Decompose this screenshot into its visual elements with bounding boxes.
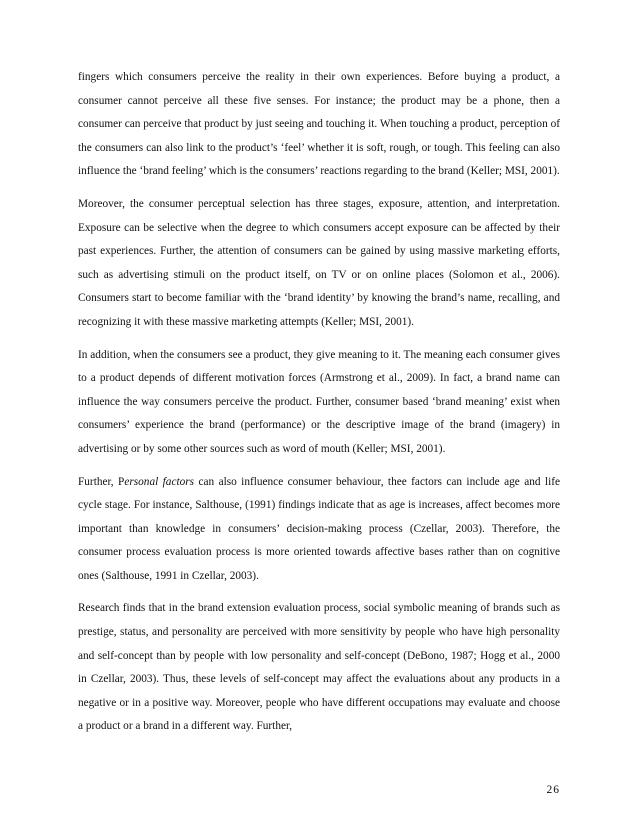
body-text (78, 66, 560, 748)
paragraph-3: In addition, when the consumers see a product, they give meaning to it. The meaning each consumer gives to a product depends of different motivation forces (Armstrong et al., 2009). In fact, a brand name can influence the way consumers perceive the product. Further, consumer based ‘brand meaning’ exist when consumers’ experience the brand (performance) or the descriptive image of the brand (imagery) in advertising or by some other sources such as word of mouth (Keller; MSI, 2001). (78, 348, 560, 455)
page-number: 26 (546, 784, 560, 796)
paragraph-4 (78, 471, 560, 589)
paragraph-2: Moreover, the consumer perceptual selection has three stages, exposure, attention, and interpretation. Exposure can be selective when the degree to which consumers accept exposure can be affected by their past experiences. Further, the attention of consumers can be gained by using massive marketing efforts, such as advertising stimuli on the product itself, on TV or on online places (Solomon et al., 2006). Consumers start to become familiar with the ‘brand identity’ by knowing the brand’s name, recalling, and recognizing it with these massive marketing attempts (Keller; MSI, 2001). (78, 197, 560, 328)
paragraph-5: Research finds that in the brand extension evaluation process, social symbolic meaning of brands such as prestige, status, and personality are perceived with more sensitivity by people who have high personality and self-concept than by people with low personality and self-concept (DeBono, 1987; Hogg et al., 2000 in Czellar, 2003). Thus, these levels of self-concept may affect the evaluations about any products in a negative or in a positive way. Moreover, people who have different occupations may evaluate and choose a product or a brand in a different way. Further, (78, 602, 560, 733)
paragraph-4-emphasis: ersonal factors (124, 475, 195, 488)
paragraph-4-suffix: can also influence consumer behaviour, thee factors can include age and life cycle stage. For instance, Salthouse, (1991) findings indicate that as age is increases, affect becomes more important than knowledge in consumers’ decision-making process (Czellar, 2003). Therefore, the consumer process evaluation process is more oriented towards affective bases rather than on cognitive ones (Salthouse, 1991 in Czellar, 2003). (78, 475, 560, 582)
paragraph-4-prefix: Further, P (78, 475, 125, 488)
paragraph-1: fingers which consumers perceive the reality in their own experiences. Before buying a product, a consumer cannot perceive all these five senses. For instance; the product may be a phone, then a consumer can perceive that product by just seeing and touching it. When touching a product, perception of the consumers can also link to the product’s ‘feel’ whether it is soft, rough, or tough. This feeling can also influence the ‘brand feeling’ which is the consumers’ reactions regarding to the brand (Keller; MSI, 2001). (78, 71, 560, 178)
